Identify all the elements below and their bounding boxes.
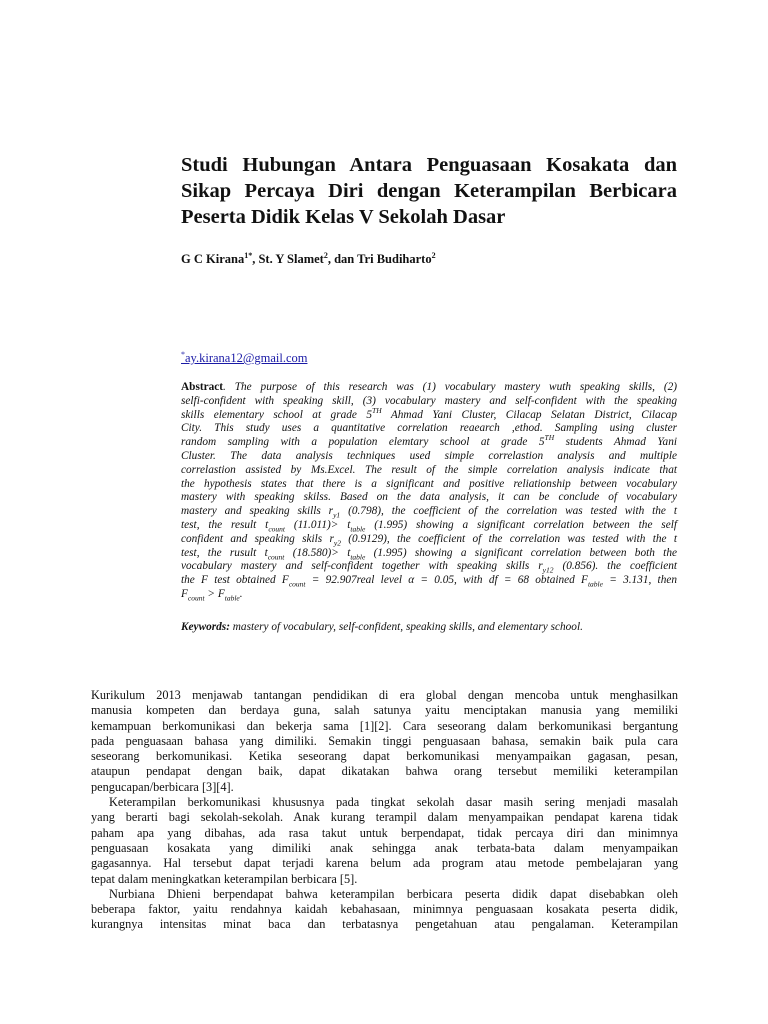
body-line: seseorang berkomunikasi. Ketika seseorang dapat berkomunikasi menyampaikan gagasan, pesan, xyxy=(91,749,678,764)
keywords-text: mastery of vocabulary, self-confident, speaking skills, and elementary school. xyxy=(229,621,583,633)
abstract-subscript: count xyxy=(267,551,285,561)
title-line: Peserta Didik Kelas V Sekolah Dasar xyxy=(181,206,506,228)
abstract-text: students Ahmad Yani xyxy=(554,436,677,449)
abstract-text: test, the rusult t xyxy=(181,546,268,559)
abstract-line: selfi-confident with speaking skill, (3) vocabulary mastery and self-confident with the speaking xyxy=(181,394,677,407)
abstract-text: (1.995) showing a significant correlation between the self xyxy=(365,518,677,531)
abstract-superscript: TH xyxy=(372,405,382,415)
abstract-line xyxy=(181,547,677,561)
abstract-line xyxy=(181,574,677,588)
corresponding-email-link[interactable] xyxy=(181,350,307,366)
abstract-line xyxy=(181,405,677,423)
body-line: tepat dalam meningkatkan keterampilan berbicara [5]. xyxy=(91,871,358,886)
abstract-line: mastery with speaking skilss. Based on the data analysis, it can be conclude of vocabulary xyxy=(181,491,677,504)
abstract-text: Ahmad Yani Cluster, Cilacap Selatan District, Cilacap xyxy=(381,408,677,421)
abstract-subscript: table xyxy=(587,579,603,589)
abstract-superscript: TH xyxy=(544,433,555,443)
abstract-text: the F test obtained F xyxy=(181,574,289,587)
body-line: Nurbiana Dhieni berpendapat bahwa keterampilan berbicara peserta didik dapat disebabkan oleh xyxy=(109,886,678,901)
abstract-line xyxy=(181,433,677,450)
abstract-text: . The purpose of this research was (1) vocabulary mastery wuth speaking skills, (2) xyxy=(223,381,677,393)
abstract-subscript: count xyxy=(187,593,205,603)
abstract-line: the hypothesis states that there is a significant and positive reliationship between vocabulary xyxy=(181,477,677,490)
body-line: beberapa faktor, yaitu rendahnya kaidah kebahasaan, minimnya penguasaan kosakata peserta didik, xyxy=(91,902,678,917)
abstract-text: F xyxy=(181,587,188,600)
abstract-subscript: table xyxy=(350,551,366,561)
body-line: Kurikulum 2013 menjawab tantangan pendidikan di era global dengan mencoba untuk menghasilkan xyxy=(91,688,678,702)
keywords-section xyxy=(181,620,677,634)
abstract-subscript: table xyxy=(224,593,240,603)
abstract-line xyxy=(181,505,677,519)
author-affiliation-mark: 1* xyxy=(244,250,253,260)
body-line: manusia kompeten dan berdaya guna, salah satunya yaitu menciptakan manusia yang memiliki xyxy=(91,703,678,718)
abstract-text: (11.011)> t xyxy=(284,518,351,531)
abstract-subscript: y12 xyxy=(542,565,554,575)
abstract-text: = 3.131, then xyxy=(602,574,677,587)
body-line: penguasaan kosakata yang dimiliki anak sehingga anak terbata-bata dalam menyampaikan xyxy=(91,840,678,855)
abstract-line: City. This study uses a quantitative correlation reaearch ,ethod. Sampling using cluster xyxy=(181,422,677,435)
abstract-text: (0.856). the coefficient xyxy=(553,560,677,573)
abstract-text: (0.9129), the coefficient of the correlation was tested with the t xyxy=(340,532,677,545)
abstract-text: confident and speaking skils r xyxy=(181,532,334,545)
author-name: , St. Y Slamet xyxy=(252,252,324,266)
abstract-text: . xyxy=(239,587,243,600)
body-line: ataupun pendapat dengan baik, dapat dikatakan bahwa orang tersebut memiliki keterampilan xyxy=(91,764,678,779)
abstract-text: (0.798), the coefficient of the correlation was tested with the t xyxy=(340,505,677,518)
body-text xyxy=(91,688,678,933)
abstract-text: skills elementary school at grade 5 xyxy=(181,408,373,421)
abstract-text: > F xyxy=(204,587,225,600)
abstract-text: mastery and speaking skills r xyxy=(181,505,334,518)
abstract-subscript: y2 xyxy=(333,538,341,548)
abstract-subscript: count xyxy=(268,524,285,534)
body-line: yang berarti bagi sekolah-sekolah. Anak kurang terampil dalam menyampaikan pendapat karena tidak xyxy=(91,810,678,825)
abstract-line xyxy=(181,519,677,533)
abstract-text: (1.995) showing a significant correlation between both the xyxy=(365,546,677,559)
corresponding-mark: * xyxy=(181,349,185,359)
author-affiliation-mark: 2 xyxy=(323,250,328,260)
body-line: kurangnya intensitas minat baca dan terbatasnya pengetahuan atau pengalaman. Keterampilan xyxy=(91,917,678,932)
author-name: , dan Tri Budiharto xyxy=(327,252,432,266)
title-line: Sikap Percaya Diri dengan Keterampilan Berbicara xyxy=(181,180,677,202)
paper-title xyxy=(181,152,677,230)
abstract-section xyxy=(181,381,677,602)
abstract-line xyxy=(181,588,677,602)
abstract-text: = 92.907real level α = 0.05, with df = 68 obtained F xyxy=(305,574,588,587)
email-address: ay.kirana12@gmail.com xyxy=(185,351,308,365)
body-line: kemampuan berkomunikasi dan bekerja sama [1][2]. Cara seseorang dalam berkomunikasi bergantung xyxy=(91,718,678,733)
abstract-text: (18.580)> t xyxy=(284,546,351,559)
body-line: gagasannya. Hal tersebut dapat terjadi karena belum ada program atau metode pembelajaran yang xyxy=(91,856,678,871)
body-line: Keterampilan berkomunikasi khususnya pada tingkat sekolah dasar masih sering menjadi masalah xyxy=(109,795,678,810)
abstract-line xyxy=(181,560,677,574)
body-line: pada penguasaan bahasa yang dimiliki. Semakin tinggi penguasaan bahasa, semakin baik pula cara xyxy=(91,733,678,748)
abstract-line: Cluster. The data analysis techniques used simple correlastion analysis and multiple xyxy=(181,449,677,462)
keywords-label: Keywords: xyxy=(181,621,230,633)
abstract-subscript: count xyxy=(288,579,306,589)
author-name: G C Kirana xyxy=(181,252,245,266)
abstract-subscript: table xyxy=(350,524,366,534)
abstract-subscript: y1 xyxy=(333,510,341,520)
abstract-text: test, the result t xyxy=(181,518,269,531)
abstract-text: vocabulary mastery and self-confident together with speaking skills r xyxy=(181,560,543,573)
abstract-label: Abstract xyxy=(181,381,224,393)
abstract-line xyxy=(181,381,677,395)
title-line: Studi Hubungan Antara Penguasaan Kosakata dan xyxy=(181,154,677,176)
author-affiliation-mark: 2 xyxy=(431,250,436,260)
body-line: paham apa yang dibahas, ada rasa takut untuk berpendapat, tidak percaya diri dan minimnya xyxy=(91,825,678,840)
author-list xyxy=(181,251,677,267)
abstract-text: random sampling with a population elemtary school at grade 5 xyxy=(181,436,545,449)
body-line: pengucapan/berbicara [3][4]. xyxy=(91,779,234,794)
abstract-line: correlastion assisted by Ms.Excel. The result of the simple correlation analysis indicate that xyxy=(181,463,677,476)
abstract-line xyxy=(181,533,677,547)
